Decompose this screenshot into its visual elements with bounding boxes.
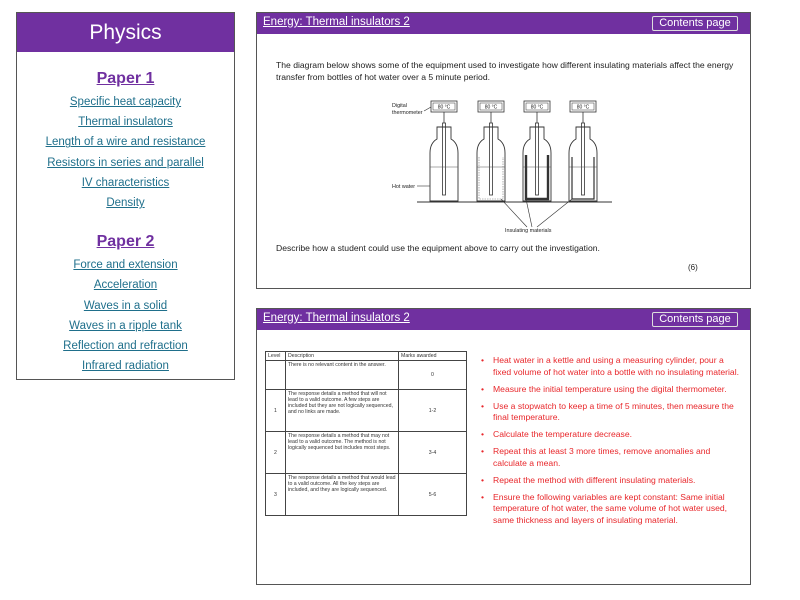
link-thermal-insulators[interactable]: Thermal insulators	[78, 116, 173, 129]
question-marks: (6)	[688, 263, 698, 272]
paper-1-heading[interactable]: Paper 1	[96, 70, 155, 87]
row-description: There is no relevant content in the answer.	[286, 361, 399, 390]
levels-table	[265, 351, 467, 516]
link-reflection-refraction[interactable]: Reflection and refraction	[63, 340, 188, 353]
label-digital: Digital	[392, 103, 407, 109]
thermometer-display-1	[431, 101, 457, 112]
row-level: 3	[266, 474, 286, 516]
answer-point: • Heat water in a kettle and using a measuring cylinder, pour a fixed volume of hot water into a bottle with no insulating material.	[481, 355, 741, 378]
answer-point: • Ensure the following variables are kept constant: Same initial temperature of hot water, the same volume of hot water used, same thickness and layers of insulating material.	[481, 492, 741, 527]
paper-2-list	[17, 255, 234, 376]
answer-point: • Use a stopwatch to keep a time of 5 minutes, then measure the final temperature.	[481, 401, 741, 424]
label-hot-water: Hot water	[392, 184, 416, 190]
paper-1-list	[17, 92, 234, 213]
row-marks: 5-6	[399, 474, 467, 516]
answer-points	[481, 355, 741, 532]
header-level: Level	[266, 352, 286, 361]
header-marks: Marks awarded	[399, 352, 467, 361]
answer-point: • Measure the initial temperature using the digital thermometer.	[481, 384, 741, 396]
row-description: The response details a method that may not lead to a valid outcome. The method is not logically sequenced but includes most steps.	[286, 432, 399, 474]
thermometer-reading-1: 80 °C	[437, 104, 451, 111]
link-waves-ripple-tank[interactable]: Waves in a ripple tank	[69, 319, 182, 332]
table-row	[266, 474, 467, 516]
link-density[interactable]: Density	[106, 197, 145, 210]
question-text: Describe how a student could use the equipment above to carry out the investigation.	[276, 243, 600, 253]
row-marks: 1-2	[399, 390, 467, 432]
apparatus-diagram	[387, 95, 627, 235]
link-force-extension[interactable]: Force and extension	[73, 259, 178, 272]
insulating-label-lines	[501, 199, 572, 227]
answer-point: • Calculate the temperature decrease.	[481, 429, 741, 441]
table-header-row	[266, 352, 467, 361]
table-row	[266, 390, 467, 432]
question-slide	[256, 12, 751, 289]
thermometer-reading-2: 80 °C	[484, 104, 498, 111]
slide-title[interactable]: Energy: Thermal insulators 2	[263, 312, 410, 324]
table-row	[266, 361, 467, 390]
link-acceleration[interactable]: Acceleration	[93, 279, 158, 292]
label-insulating-materials: Insulating materials	[505, 228, 552, 234]
question-intro: The diagram below shows some of the equipment used to investigate how different insulating materials affect the energy transfer from bottles of hot water over a 5 minute period.	[276, 60, 734, 82]
row-marks: 0	[399, 361, 467, 390]
link-resistors-series-parallel[interactable]: Resistors in series and parallel	[47, 156, 204, 169]
answer-point: • Repeat the method with different insulating materials.	[481, 475, 741, 487]
contents-page-button[interactable]: Contents page	[652, 312, 738, 327]
answer-point: • Repeat this at least 3 more times, remove anomalies and calculate a mean.	[481, 446, 741, 469]
thermometer-reading-4: 80 °C	[576, 104, 590, 111]
contents-page-button[interactable]: Contents page	[652, 16, 738, 31]
subject-title: Physics	[17, 13, 234, 52]
row-marks: 3-4	[399, 432, 467, 474]
thermometer-display-3	[524, 101, 550, 112]
link-iv-characteristics[interactable]: IV characteristics	[81, 176, 170, 189]
slide-title[interactable]: Energy: Thermal insulators 2	[263, 16, 410, 28]
paper-2-heading[interactable]: Paper 2	[96, 233, 155, 251]
link-infrared-radiation[interactable]: Infrared radiation	[82, 360, 169, 373]
row-level: 1	[266, 390, 286, 432]
link-waves-solid[interactable]: Waves in a solid	[83, 299, 168, 312]
thermometer-probes	[443, 112, 585, 195]
insulating-layers	[526, 155, 594, 199]
row-description: The response details a method that will not lead to a valid outcome. A few steps are included but they are not logically sequenced, and no links are made.	[286, 390, 399, 432]
link-length-wire-resistance[interactable]: Length of a wire and resistance	[45, 136, 206, 149]
label-thermometer: thermometer	[392, 110, 423, 116]
thermometer-display-4	[570, 101, 596, 112]
slide-header-bar	[257, 309, 750, 330]
row-description: The response details a method that would lead to a valid outcome. All the key steps are included, and they are logically sequenced.	[286, 474, 399, 516]
thermometer-display-2	[478, 101, 504, 112]
link-specific-heat-capacity[interactable]: Specific heat capacity	[69, 96, 182, 108]
row-level: 2	[266, 432, 286, 474]
mark-scheme-slide	[256, 308, 751, 585]
contents-panel	[16, 12, 235, 380]
slide-header-bar	[257, 13, 750, 34]
header-description: Description	[286, 352, 399, 361]
table-row	[266, 432, 467, 474]
row-level	[266, 361, 286, 390]
thermometer-reading-3: 80 °C	[530, 104, 544, 111]
